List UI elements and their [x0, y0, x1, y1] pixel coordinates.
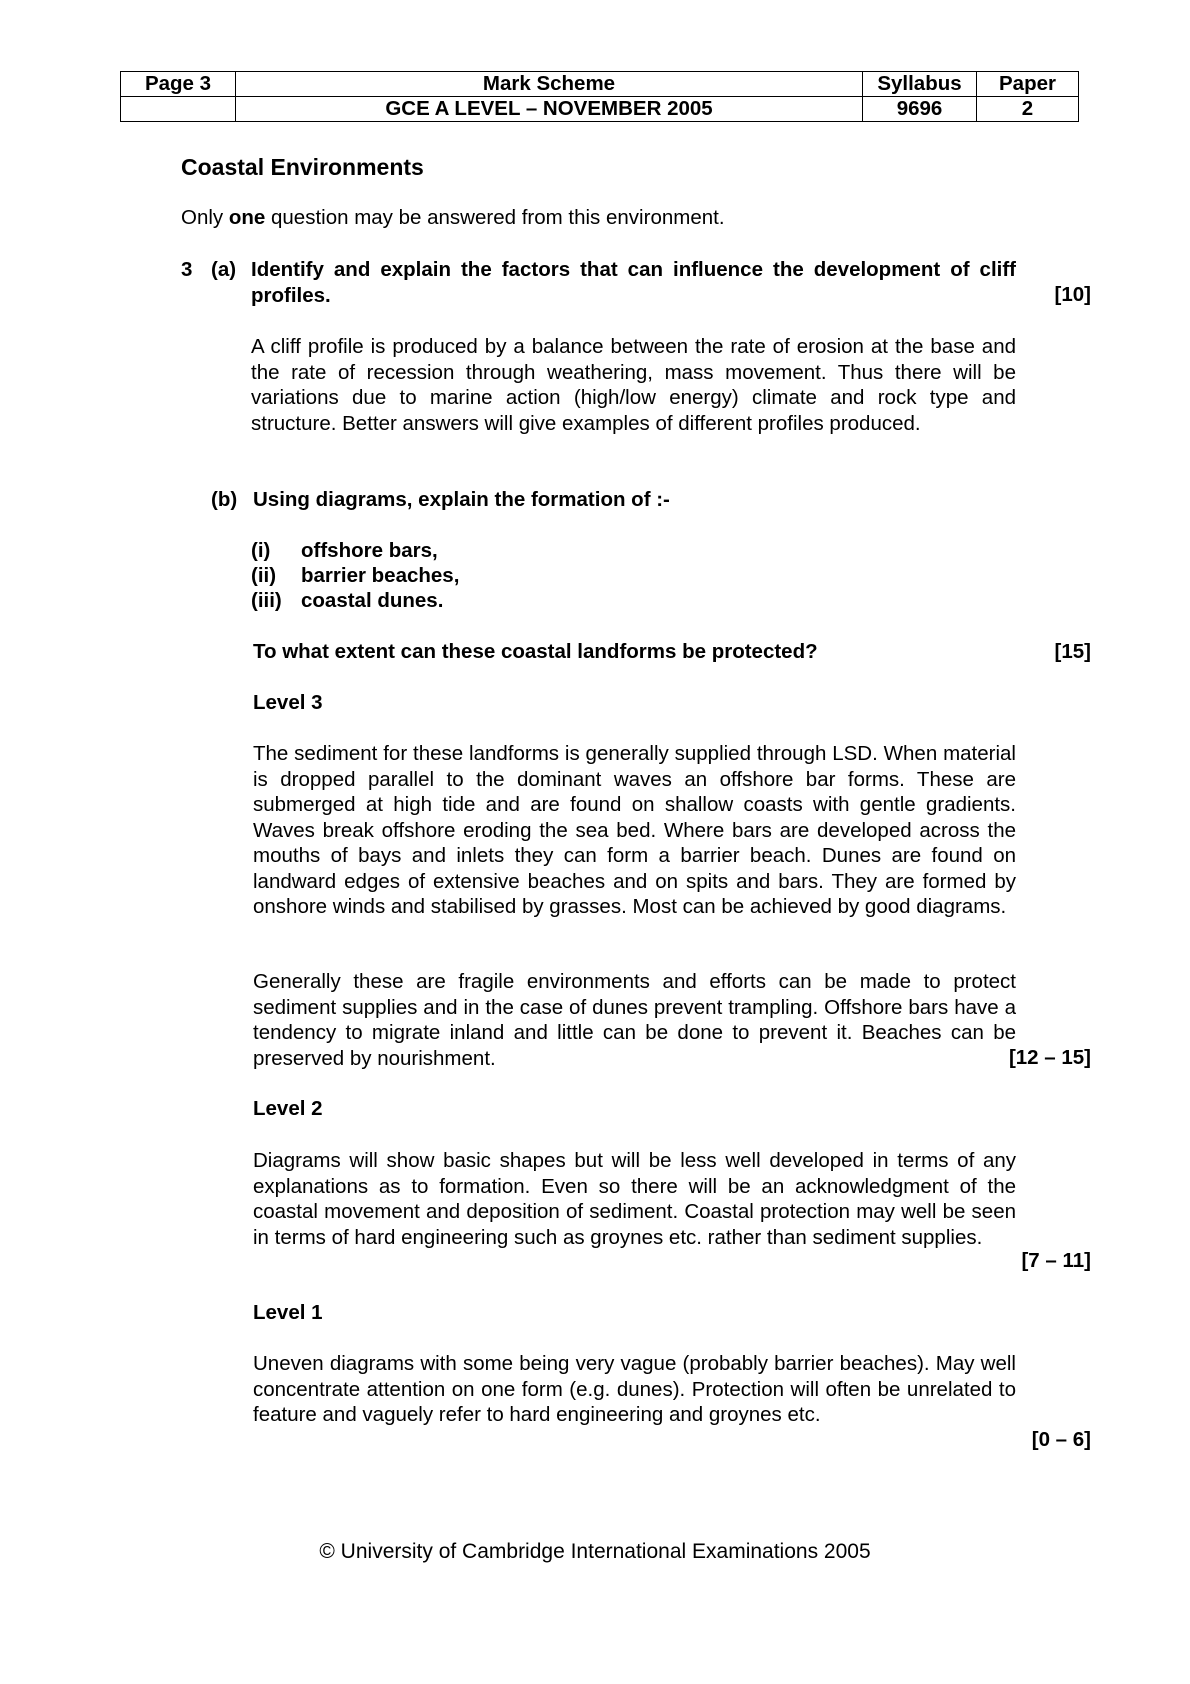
question-number: 3: [181, 258, 193, 281]
intro-post: question may be answered from this environment.: [265, 206, 725, 229]
level-3-marks: [12 – 15]: [1008, 1046, 1091, 1069]
intro-text: [181, 206, 725, 230]
level-3-paragraph: Generally these are fragile environments and efforts can be made to protect sediment supplies and in the case of dunes prevent trampling. Offshore bars have a tendency to migrate inland and little can be done to prevent it. Beaches can be preserved by nourishment.: [253, 970, 1016, 1070]
exam-title: GCE A LEVEL – NOVEMBER 2005: [236, 97, 863, 122]
list-item: coastal dunes.: [301, 589, 444, 612]
part-a-question: Identify and explain the factors that can influence the development of cliff profiles.: [251, 258, 1016, 307]
part-b-label: (b): [211, 488, 238, 511]
document-type: Mark Scheme: [236, 72, 863, 97]
level-3-paragraph: The sediment for these landforms is generally supplied through LSD. When material is dropped parallel to the dominant waves an offshore bar forms. These are submerged at high tide and are found on shallow coasts with gentle gradients. Waves break offshore eroding the sea bed. Where bars are developed across the mouths of bays and inlets they can form a barrier beach. Dunes are found on landward edges of extensive beaches and on spits and bars. They are formed by onshore winds and stabilised by grasses. Most can be achieved by good diagrams.: [253, 742, 1016, 918]
level-1-marks: [0 – 6]: [1031, 1428, 1091, 1451]
intro-pre: Only: [181, 206, 229, 229]
level-1-title: Level 1: [253, 1301, 323, 1324]
paper-label: Paper: [977, 72, 1079, 97]
list-item: offshore bars,: [301, 539, 438, 562]
syllabus-code: 9696: [863, 97, 977, 122]
part-b-followup: To what extent can these coastal landforms be protected?: [253, 640, 818, 663]
level-1-paragraph: Uneven diagrams with some being very vague (probably barrier beaches). May well concentrate attention on one form (e.g. dunes). Protection will often be unrelated to feature and vaguely refer to hard engineering and groynes etc.: [253, 1352, 1016, 1426]
copyright-footer: © University of Cambridge International Examinations 2005: [319, 1540, 871, 1563]
level-2-paragraph: Diagrams will show basic shapes but will be less well developed in terms of any explanations as to formation. Even so there will be an acknowledgment of the coastal movement and deposition of sediment. Coastal protection may well be seen in terms of hard engineering such as groynes etc. rather than sediment supplies.: [253, 1149, 1016, 1249]
header-table: [120, 71, 1079, 122]
page-number: Page 3: [121, 72, 236, 97]
part-a-answer: A cliff profile is produced by a balance between the rate of erosion at the base and the rate of recession through weathering, mass movement. Thus there will be variations due to marine action (high/low energy) climate and rock type and structure. Better answers will give examples of different profiles produced.: [251, 335, 1016, 435]
list-item: barrier beaches,: [301, 564, 460, 587]
part-b-marks: [15]: [1054, 640, 1091, 663]
part-b-question: Using diagrams, explain the formation of :-: [253, 488, 670, 511]
item-number: (iii): [251, 589, 282, 612]
syllabus-label: Syllabus: [863, 72, 977, 97]
item-number: (i): [251, 539, 271, 562]
level-2-marks: [7 – 11]: [1021, 1249, 1091, 1272]
level-2-title: Level 2: [253, 1097, 323, 1120]
part-a-label: (a): [211, 258, 237, 281]
intro-emphasis: one: [228, 206, 266, 229]
level-3-title: Level 3: [253, 691, 323, 714]
section-title: Coastal Environments: [181, 154, 424, 180]
item-number: (ii): [251, 564, 277, 587]
paper-number: 2: [977, 97, 1079, 122]
part-a-marks: [10]: [1054, 283, 1091, 306]
empty-cell: [121, 97, 236, 122]
